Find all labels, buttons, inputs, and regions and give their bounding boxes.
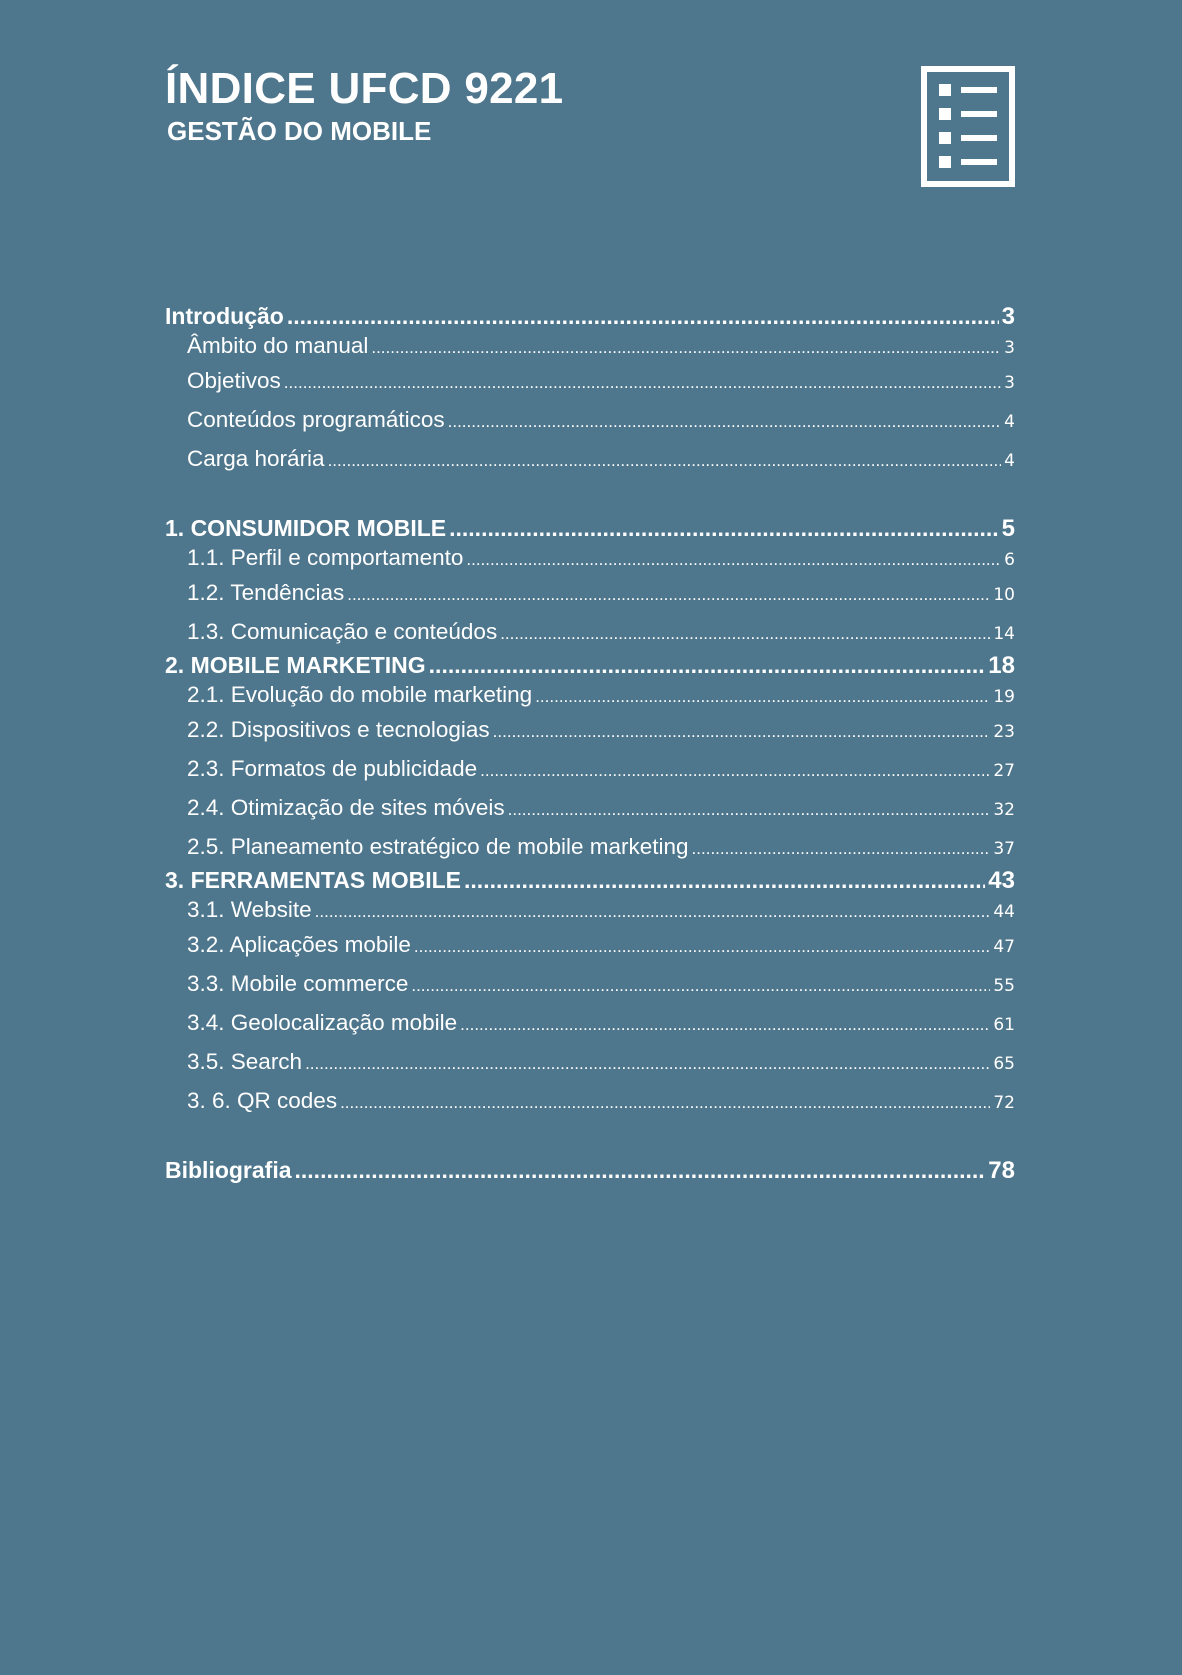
toc-entry-label: 3. 6. QR codes [187,1088,338,1113]
toc-entry[interactable] [165,439,1015,478]
toc-entry-label: 3.5. Search [187,1049,303,1074]
toc-entry-label: Conteúdos programáticos [187,407,445,432]
dot-leader [464,866,985,895]
toc-entry-label: 1.2. Tendências [187,580,345,605]
toc-entry-chapter-3[interactable] [165,866,1015,895]
dot-leader [466,545,1001,573]
toc-entry[interactable] [165,788,1015,827]
table-of-contents [165,302,1015,1185]
toc-entry-label: 3.4. Geolocalização mobile [187,1010,458,1035]
toc-entry[interactable] [165,400,1015,439]
toc-entry-label: Objetivos [187,368,281,393]
toc-entry-page: 65 [993,1054,1015,1074]
dot-leader [692,829,991,866]
dot-leader [480,751,990,788]
dot-leader [284,363,1001,400]
toc-entry-page: 78 [988,1157,1015,1184]
toc-entry[interactable] [165,331,1015,361]
toc-entry-chapter-2[interactable] [165,651,1015,680]
toc-entry-page: 32 [993,800,1015,820]
toc-entry-page: 55 [993,976,1015,996]
toc-entry-label: 2. MOBILE MARKETING [165,652,426,678]
dot-leader [411,966,990,1003]
toc-entry[interactable] [165,710,1015,749]
toc-entry-page: 37 [993,839,1015,859]
toc-entry-page: 47 [993,937,1015,957]
toc-entry-label: 2.1. Evolução do mobile marketing [187,682,533,707]
toc-entry[interactable] [165,749,1015,788]
toc-entry-chapter-1[interactable] [165,514,1015,543]
dot-leader [508,790,991,827]
toc-entry[interactable] [165,1042,1015,1081]
dot-leader [449,514,999,543]
toc-entry-page: 72 [993,1093,1015,1113]
toc-entry[interactable] [165,1003,1015,1042]
dot-leader [460,1005,990,1042]
toc-entry-label: 3.3. Mobile commerce [187,971,409,996]
dot-leader [414,927,990,964]
toc-entry-page: 3 [1004,373,1015,393]
toc-entry[interactable] [165,827,1015,866]
dot-leader [305,1044,990,1081]
toc-entry-page: 14 [993,624,1015,644]
toc-entry-page: 4 [1004,412,1015,432]
table-of-contents-icon [921,66,1015,187]
toc-entry-page: 19 [993,687,1015,707]
dot-leader [493,712,991,749]
dot-leader [295,1156,986,1185]
toc-entry-page: 43 [988,867,1015,894]
toc-entry-page: 18 [988,652,1015,679]
page-title: ÍNDICE UFCD 9221 [165,64,564,113]
toc-entry-page: 10 [993,585,1015,605]
dot-leader [500,614,990,651]
dot-leader [448,402,1002,439]
toc-entry[interactable] [165,895,1015,925]
toc-entry-label: 3.2. Aplicações mobile [187,932,411,957]
dot-leader [340,1083,990,1120]
toc-entry-page: 6 [1004,550,1015,570]
toc-entry-label: Bibliografia [165,1157,292,1183]
toc-entry-page: 3 [1001,303,1015,330]
toc-entry-label: 2.4. Otimização de sites móveis [187,795,505,820]
toc-entry[interactable] [165,1081,1015,1120]
toc-entry[interactable] [165,680,1015,710]
toc-entry[interactable] [165,612,1015,651]
toc-entry-label: 1. CONSUMIDOR MOBILE [165,515,447,541]
dot-leader [535,682,990,710]
toc-entry-page: 5 [1001,515,1015,542]
toc-entry-label: Âmbito do manual [187,333,369,358]
toc-entry-label: 3.1. Website [187,897,312,922]
dot-leader [347,575,990,612]
toc-entry-label: 1.1. Perfil e comportamento [187,545,464,570]
toc-entry-page: 61 [993,1015,1015,1035]
page-header [165,64,563,146]
toc-entry-label: 3. FERRAMENTAS MOBILE [165,867,462,893]
toc-entry-introducao[interactable] [165,302,1015,331]
dot-leader [429,651,986,680]
page-subtitle: GESTÃO DO MOBILE [167,116,432,146]
toc-entry-label: 1.3. Comunicação e conteúdos [187,619,498,644]
toc-entry-page: 27 [993,761,1015,781]
dot-leader [371,333,1001,361]
section-spacer [165,1120,1015,1156]
toc-entry-page: 4 [1004,451,1015,471]
toc-entry-page: 23 [993,722,1015,742]
toc-entry[interactable] [165,543,1015,573]
dot-leader [287,302,999,331]
dot-leader [328,441,1002,478]
toc-entry[interactable] [165,573,1015,612]
toc-entry-label: 2.3. Formatos de publicidade [187,756,478,781]
toc-entry-label: 2.5. Planeamento estratégico de mobile marketing [187,834,689,859]
toc-entry-bibliografia[interactable] [165,1156,1015,1185]
dot-leader [315,897,991,925]
toc-entry-page: 44 [993,902,1015,922]
toc-entry-label: Introdução [165,303,284,329]
toc-entry-label: 2.2. Dispositivos e tecnologias [187,717,490,742]
toc-entry-page: 3 [1004,338,1015,358]
toc-entry[interactable] [165,964,1015,1003]
section-spacer [165,478,1015,514]
toc-entry-label: Carga horária [187,446,325,471]
toc-entry[interactable] [165,361,1015,400]
toc-entry[interactable] [165,925,1015,964]
